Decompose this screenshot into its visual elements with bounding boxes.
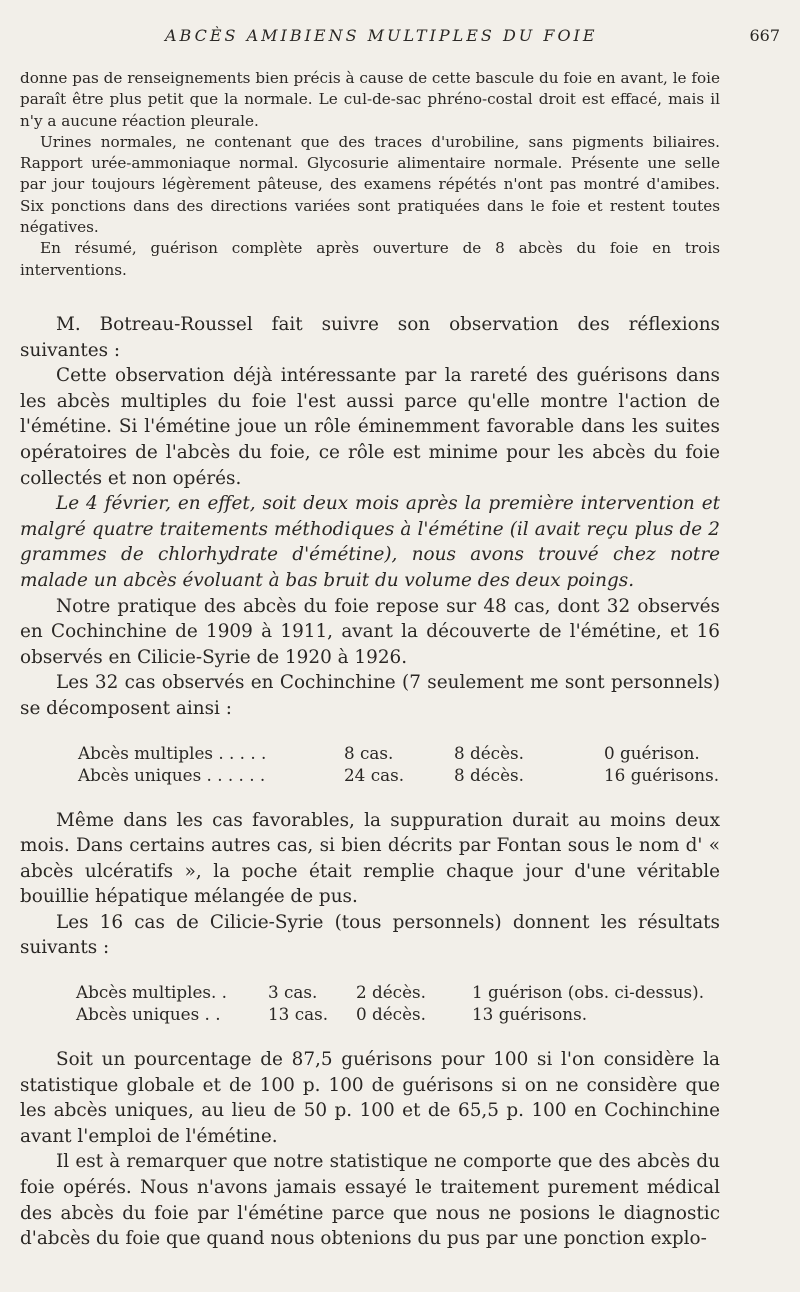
cases-cell: 8 cas.: [344, 742, 394, 763]
cures-cell: 0 guérison.: [604, 742, 700, 763]
paragraph: donne pas de renseignements bien précis à cause de cette bascule du foie en avant, le foie paraît être plus petit que la normale. Le cul-de-sac phréno-costal droit est effacé, mais il n'y a aucune réaction pleurale.: [20, 69, 720, 130]
table-row: [20, 981, 720, 1003]
paragraph: Urines normales, ne contenant que des traces d'urobiline, sans pigments biliaires. Rapport urée-ammoniaque normal. Glycosurie alimentaire normale. Présente une selle par jour toujours légèrement pâteuse, des examens répétés n'ont pas montré d'amibes. Six ponctions dans des directions variées sont pratiquées dans le foie et restent toutes négatives.: [20, 132, 720, 237]
paragraph-italic: Le 4 février, en effet, soit deux mois après la première intervention et malgré quatre traitements méthodiques à l'émétine (il avait reçu plus de 2 grammes de chlorhydrate d'émétine), nous avons trouvé chez notre malade un abcès évoluant à bas bruit du volume des deux poings.: [20, 493, 720, 591]
page-number: 667: [749, 26, 780, 45]
deaths-cell: 8 décès.: [454, 742, 524, 763]
cases-cell: 24 cas.: [344, 764, 405, 785]
running-title: ABCÈS AMIBIENS MULTIPLES DU FOIE: [165, 26, 598, 45]
paragraph: Il est à remarquer que notre statistique ne comporte que des abcès du foie opérés. Nous n'avons jamais essayé le traitement purement médical des abcès du foie par l'émétine parce que nous ne posions le diagnostic d'abcès du foie que quand nous obtenions du pus par une ponction explo-: [20, 1151, 720, 1250]
observation-text: [20, 68, 720, 281]
cases-cell: 3 cas.: [268, 982, 318, 1003]
paragraph: Cette observation déjà intéressante par la rareté des guérisons dans les abcès multiples du foie l'est aussi parce qu'elle montre l'action de l'émétine. Si l'émétine joue un rôle éminemment favorable dans les suites opératoires de l'abcès du foie, ce rôle est minime pour les abcès du foie collectés et non opérés.: [20, 365, 720, 489]
deaths-cell: 0 décès.: [356, 1004, 426, 1025]
cures-cell: 13 guérisons.: [472, 1004, 588, 1025]
cures-cell: 1 guérison (obs. ci-dessus).: [472, 982, 705, 1003]
table-cochinchine: [20, 742, 720, 786]
main-text: [20, 312, 720, 1252]
paragraph: Même dans les cas favorables, la suppuration durait au moins deux mois. Dans certains autres cas, si bien décrits par Fontan sous le nom d' « abcès ulcératifs », la poche était remplie chaque jour d'une véritable bouillie hépatique mélangée de pus.: [20, 809, 720, 908]
paragraph: Les 16 cas de Cilicie-Syrie (tous personnels) donnent les résultats suivants :: [20, 911, 720, 959]
deaths-cell: 2 décès.: [356, 982, 426, 1003]
table-row: [20, 1003, 720, 1025]
table-cilicie-syrie: [20, 981, 720, 1025]
cases-cell: 13 cas.: [268, 1004, 329, 1025]
running-header: [0, 26, 800, 52]
row-label: Abcès multiples. .: [76, 982, 227, 1003]
table-row: [20, 742, 720, 764]
paragraph: En résumé, guérison complète après ouverture de 8 abcès du foie en trois interventions.: [20, 239, 720, 279]
paragraph: Notre pratique des abcès du foie repose sur 48 cas, dont 32 observés en Cochinchine de 1909 à 1911, avant la découverte de l'émétine, et 16 observés en Cilicie-Syrie de 1920 à 1926.: [20, 595, 720, 668]
paragraph: Les 32 cas observés en Cochinchine (7 seulement me sont personnels) se décomposent ainsi :: [20, 672, 720, 719]
table-row: [20, 764, 720, 786]
paragraph: Soit un pourcentage de 87,5 guérisons pour 100 si l'on considère la statistique globale et de 100 p. 100 de guérisons si on ne considère que les abcès uniques, au lieu de 50 p. 100 et de 65,5 p. 100 en Cochinchine avant l'emploi de l'émétine.: [20, 1049, 720, 1147]
row-label: Abcès multiples . . . . .: [78, 742, 267, 763]
row-label: Abcès uniques . .: [76, 1004, 221, 1025]
deaths-cell: 8 décès.: [454, 764, 524, 785]
row-label: Abcès uniques . . . . . .: [78, 764, 266, 785]
cures-cell: 16 guérisons.: [604, 764, 720, 785]
paragraph: M. Botreau-Roussel fait suivre son observation des réflexions suivantes :: [20, 314, 720, 361]
